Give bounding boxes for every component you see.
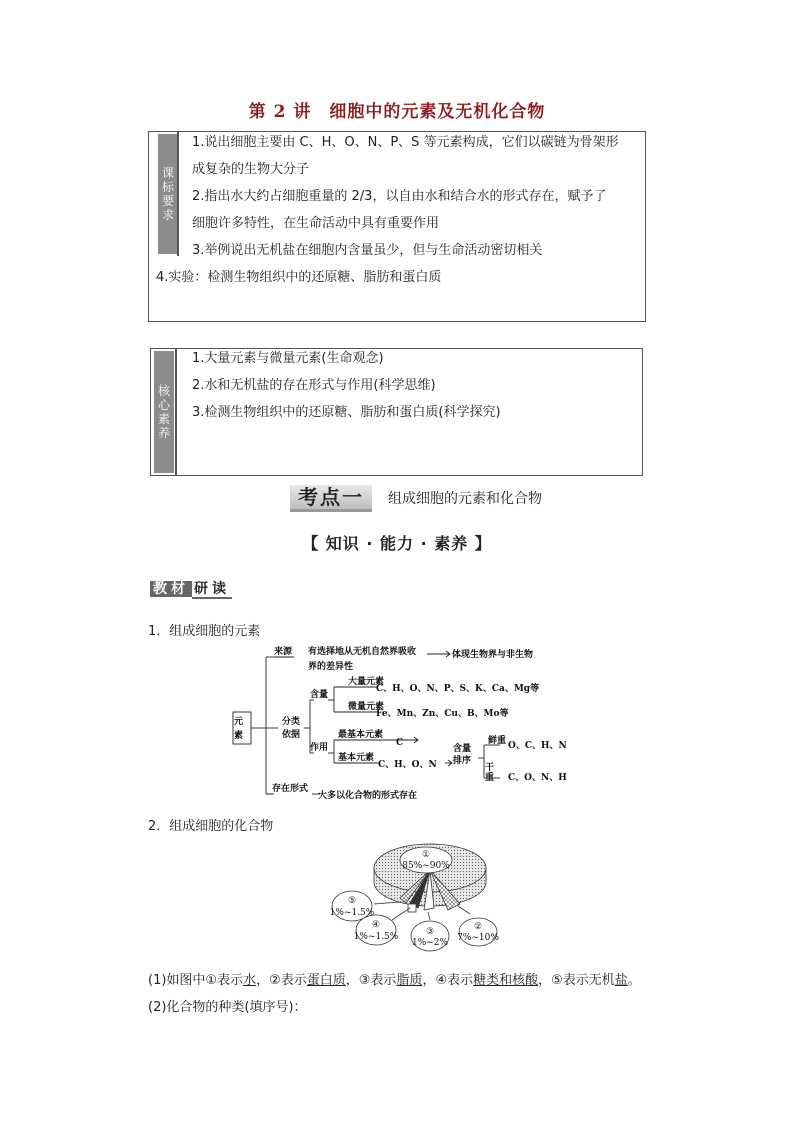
- literacy-line-3: 3.检测生物组织中的还原糖、脂肪和蛋白质(科学探究): [192, 405, 501, 420]
- para1-t5: ，⑤表示无机: [538, 973, 615, 988]
- pie-label-5-n: ⑤: [347, 896, 357, 906]
- kaodian-text: 组成细胞的元素和化合物: [388, 491, 542, 507]
- pie-label-1-n: ①: [421, 850, 431, 860]
- diagram-dry2: 重: [485, 773, 495, 783]
- literacy-line-2: 2.水和无机盐的存在形式与作用(科学思维): [192, 378, 436, 393]
- para1-t6: 。: [627, 973, 641, 988]
- diagram-macro: 大量元素: [348, 677, 385, 687]
- heading-compounds: 2．组成细胞的化合物: [148, 819, 274, 834]
- diagram-basis: 依据: [282, 730, 301, 740]
- pie-label-2-n: ②: [473, 922, 483, 932]
- compounds-pie: [330, 840, 500, 962]
- requirements-divider: [177, 131, 179, 256]
- pie-label-3-v: 1%~2%: [411, 938, 449, 948]
- diagram-basic-el: C、H、O、N: [378, 760, 437, 770]
- diagram-source-desc2: 界的差异性: [308, 662, 354, 672]
- requirements-line-2: 成复杂的生物大分子: [192, 162, 310, 177]
- section-tag-light: 研读: [194, 581, 230, 597]
- page-title: 第 2 讲 细胞中的元素及无机化合物: [248, 102, 546, 122]
- answer-paragraph-1: [148, 971, 641, 991]
- diagram-most-basic-el: C: [396, 738, 404, 748]
- diagram-exist: 存在形式: [272, 784, 309, 794]
- diagram-role: 作用: [310, 743, 329, 753]
- answer-sugar: 糖类和核酸: [473, 973, 539, 988]
- diagram-micro: 微量元素: [348, 702, 385, 712]
- diagram-micro-list: Fe、Mn、Zn、Cu、B、Mo等: [376, 709, 509, 719]
- diagram-dry1: 干: [485, 763, 495, 773]
- requirements-line-1: 1.说出细胞主要由 C、H、O、N、P、S 等元素构成，它们以碳链为骨架形: [192, 135, 619, 150]
- diagram-dry-list: C、O、N、H: [508, 773, 567, 783]
- diagram-order2: 排序: [453, 756, 472, 766]
- diagram-macro-list: C、H、O、N、P、S、K、Ca、Mg等: [376, 684, 540, 694]
- diagram-exist-desc: 大多以化合物的形式存在: [318, 791, 418, 801]
- pie-label-2-v: 7%~10%: [457, 933, 499, 943]
- answer-lipid: 脂质: [396, 973, 423, 988]
- para1-t4: ，④表示: [422, 973, 474, 988]
- answer-protein: 蛋白质: [306, 973, 346, 988]
- diagram-source-desc1: 有选择地从无机自然界吸收: [308, 647, 417, 657]
- diagram-source: 来源: [274, 647, 293, 657]
- requirements-line-6: 4.实验：检测生物组织中的还原糖、脂肪和蛋白质: [156, 270, 442, 285]
- diagram-root-1: 元: [234, 717, 244, 727]
- requirements-line-3: 2.指出水大约占细胞重量的 2/3，以自由水和结合水的形式存在，赋予了: [192, 189, 607, 204]
- requirements-line-4: 细胞许多特性，在生命活动中具有重要作用: [192, 216, 440, 231]
- para1-t2: ，②表示: [256, 973, 307, 988]
- kaodian-underline: [290, 509, 372, 512]
- para1-t3: ，③表示: [345, 973, 397, 988]
- pie-label-4-n: ④: [371, 920, 381, 930]
- requirements-label: 课标要求: [158, 134, 178, 254]
- diagram-fresh: 鲜重: [488, 736, 507, 746]
- section-subtitle: 【 知识 · 能力 · 素养 】: [302, 534, 492, 553]
- pie-label-3-n: ③: [425, 927, 435, 937]
- literacy-line-1: 1.大量元素与微量元素(生命观念): [192, 351, 384, 366]
- para1-t1: (1)如图中①表示: [148, 973, 244, 988]
- diagram-most-basic: 最基本元素: [338, 730, 384, 740]
- answer-water: 水: [243, 973, 257, 988]
- diagram-order: 含量: [453, 744, 472, 754]
- diagram-content: 含量: [310, 690, 329, 700]
- literacy-label: 核心素养: [154, 351, 174, 473]
- pie-label-1-v: 85%~90%: [402, 861, 450, 871]
- answer-salt: 盐: [614, 973, 628, 988]
- diagram-fresh-list: O、C、H、N: [508, 741, 567, 751]
- section-tag: [150, 578, 232, 598]
- elements-diagram: [230, 640, 590, 806]
- diagram-classify: 分类: [282, 717, 301, 727]
- section-tag-dark: 教材: [150, 581, 192, 597]
- pie-label-4-v: 1%~1.5%: [353, 932, 399, 942]
- answer-paragraph-2: (2)化合物的种类(填序号)：: [148, 1000, 307, 1015]
- kaodian-badge: 考点一: [290, 485, 372, 509]
- diagram-root-2: 素: [234, 731, 244, 741]
- literacy-divider: [175, 348, 177, 476]
- heading-elements: 1．组成细胞的元素: [148, 624, 261, 639]
- requirements-line-5: 3.举例说出无机盐在细胞内含量虽少，但与生命活动密切相关: [192, 243, 543, 258]
- diagram-basic: 基本元素: [338, 753, 375, 763]
- diagram-source-result: 体现生物界与非生物: [452, 650, 534, 660]
- pie-label-5-v: 1%~1.5%: [330, 908, 375, 918]
